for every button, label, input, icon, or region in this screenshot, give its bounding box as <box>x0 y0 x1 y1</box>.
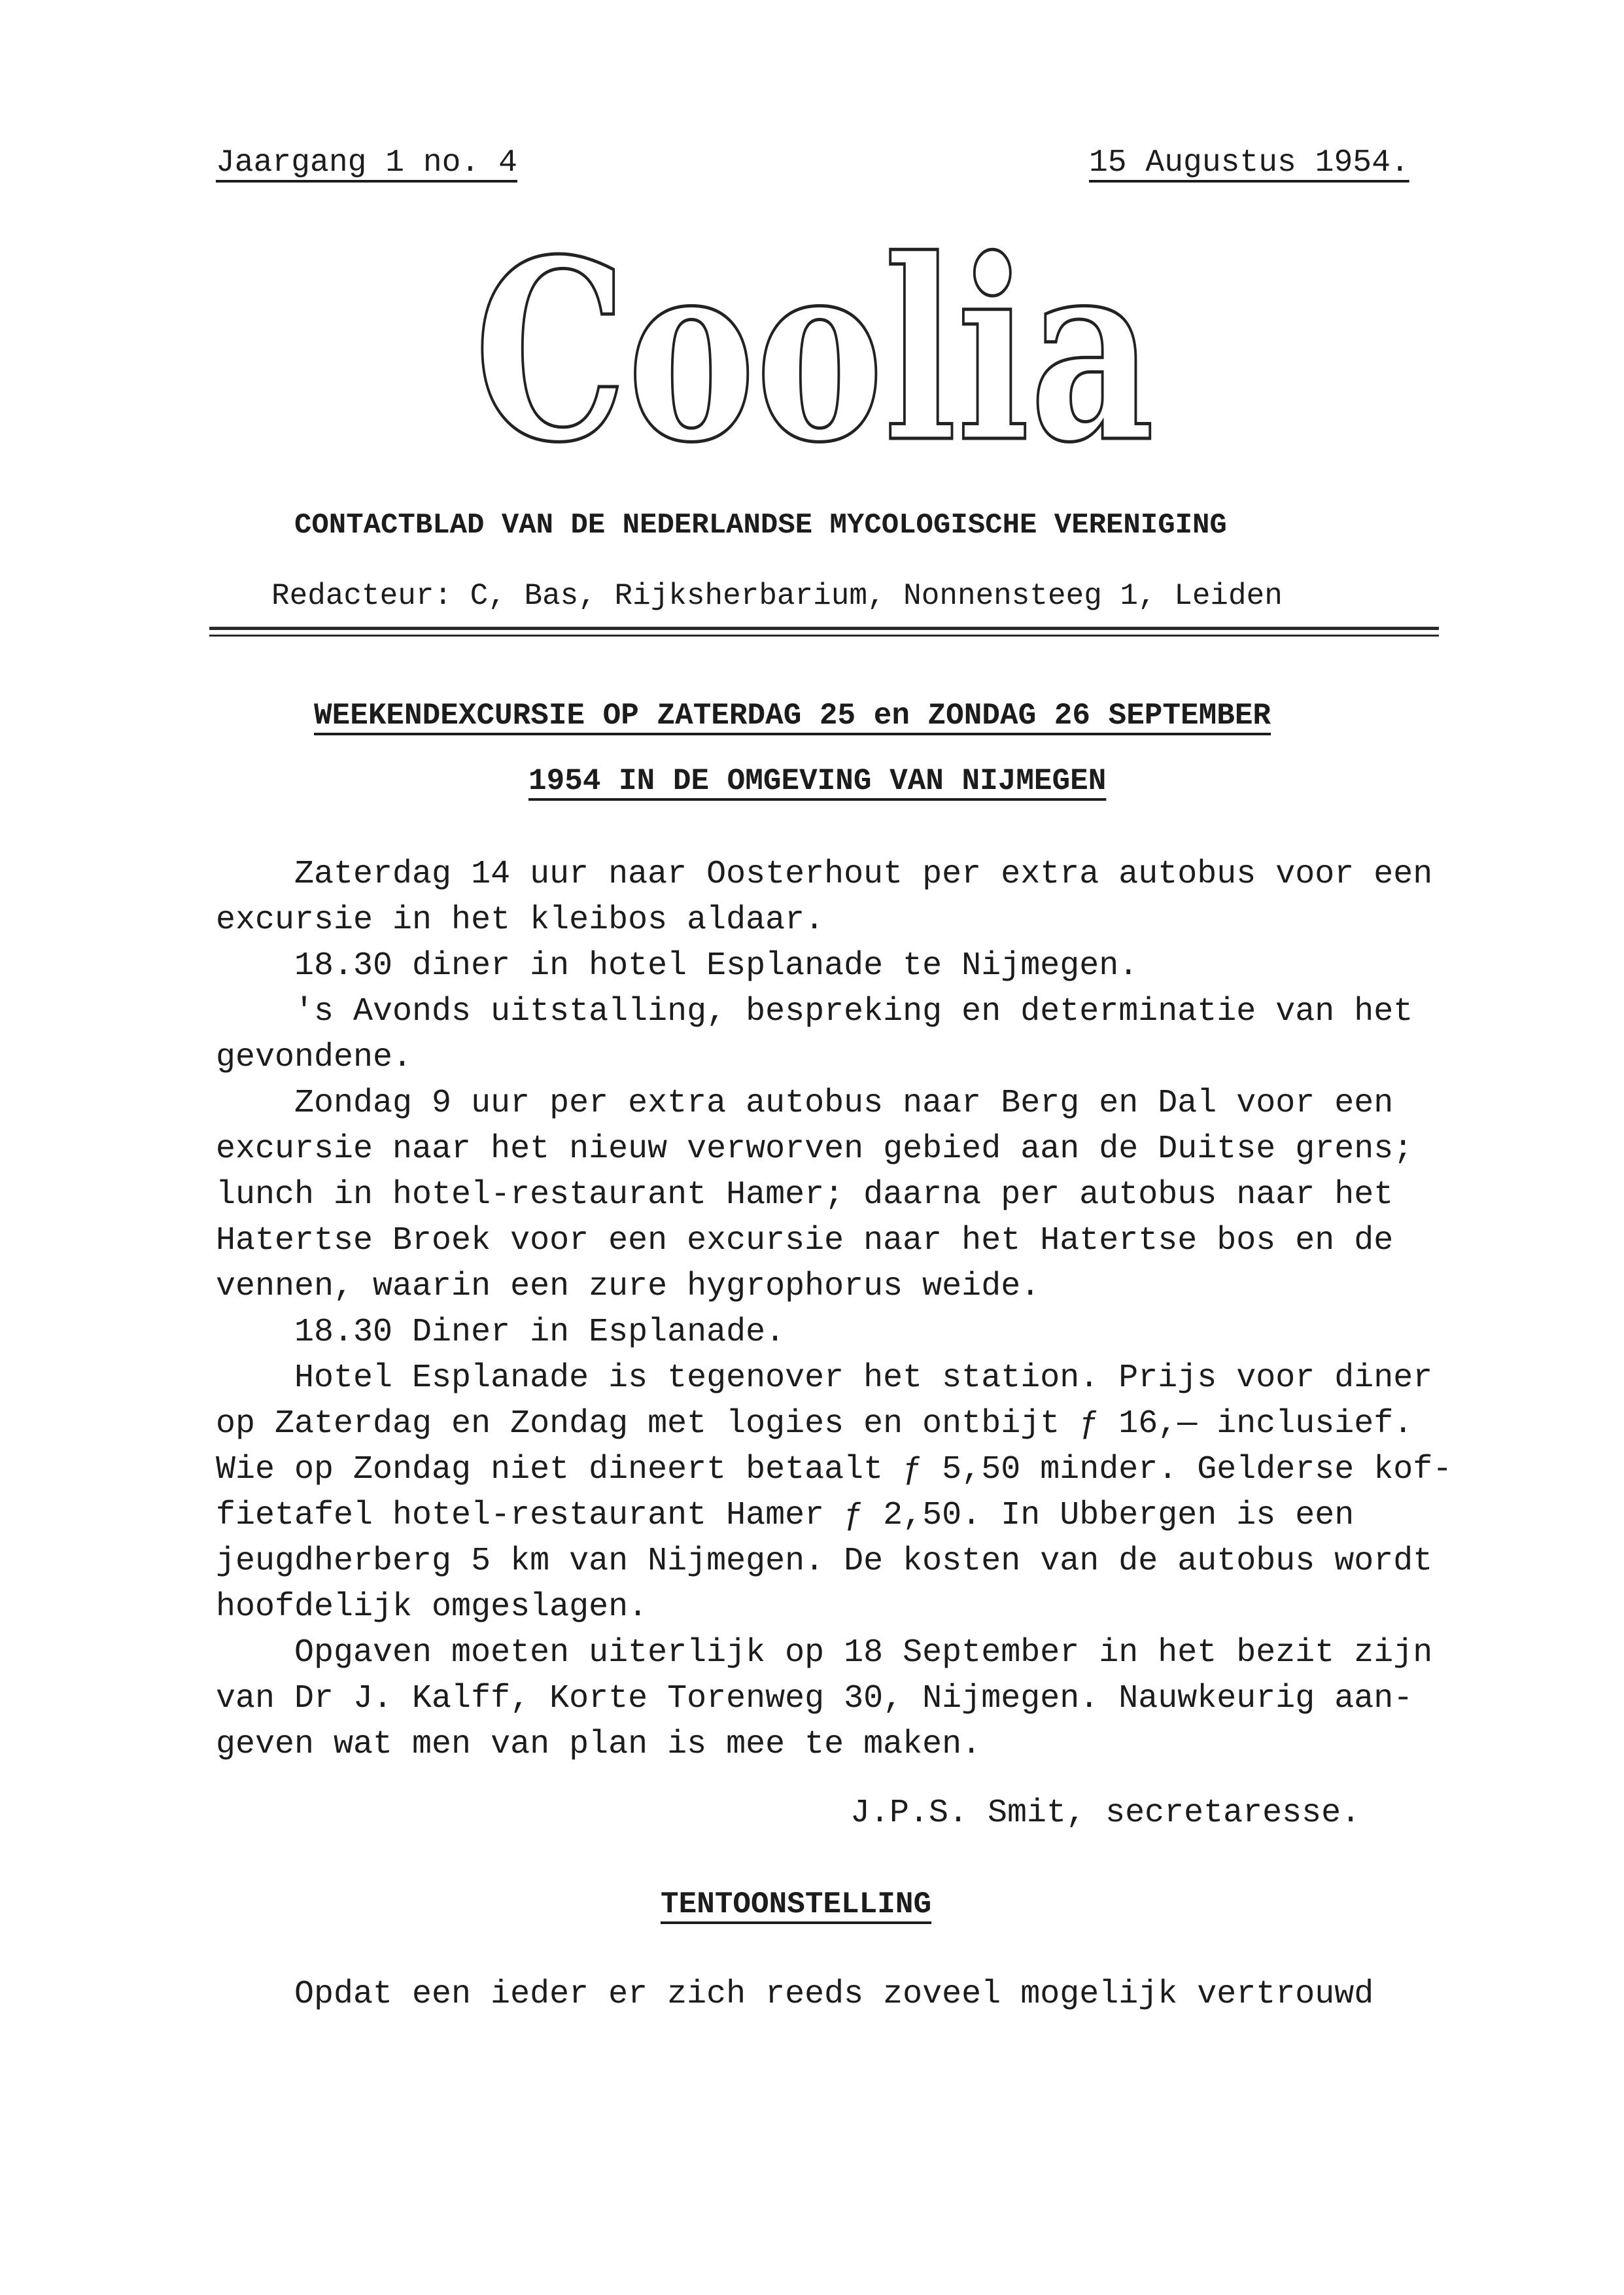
issue-date: 15 Augustus 1954. <box>1089 145 1409 181</box>
body-line: Hotel Esplanade is tegenover het station. Prijs voor diner <box>216 1359 1433 1397</box>
section-title-tentoonstelling: TENTOONSTELLING <box>661 1887 932 1921</box>
body-line: 18.30 diner in hotel Esplanade te Nijmegen. <box>216 947 1139 985</box>
body-line: fietafel hotel-restaurant Hamer ƒ 2,50. In Ubbergen is een <box>216 1497 1355 1534</box>
body-line: Zondag 9 uur per extra autobus naar Berg en Dal voor een <box>216 1085 1394 1122</box>
body-line: lunch in hotel-restaurant Hamer; daarna per autobus naar het <box>216 1176 1394 1214</box>
body-line: gevondene. <box>216 1039 413 1076</box>
body-line: Zaterdag 14 uur naar Oosterhout per extra autobus voor een <box>216 856 1433 893</box>
body-line: geven wat men van plan is mee te maken. <box>216 1726 982 1763</box>
body-line: excursie naar het nieuw verworven gebied aan de Duitse grens; <box>216 1130 1413 1168</box>
body-line: 's Avonds uitstalling, bespreking en determinatie van het <box>216 993 1413 1030</box>
masthead-rule-bottom <box>209 635 1439 637</box>
editor-line: Redacteur: C, Bas, Rijksherbarium, Nonnensteeg 1, Leiden <box>271 579 1283 613</box>
signature: J.P.S. Smit, secretaresse. <box>850 1795 1361 1832</box>
body-line: excursie in het kleibos aldaar. <box>216 902 825 939</box>
body-line: Hatertse Broek voor een excursie naar het Hatertse bos en de <box>216 1222 1394 1259</box>
logo-text: Coolia <box>474 205 1154 497</box>
coolia-logo <box>474 205 1158 497</box>
section2-first-line: Opdat een ieder er zich reeds zoveel mogelijk vertrouwd <box>216 1976 1374 2013</box>
masthead-rule-top <box>209 627 1439 630</box>
subtitle: CONTACTBLAD VAN DE NEDERLANDSE MYCOLOGISCHE VERENIGING <box>294 509 1227 542</box>
body-line: op Zaterdag en Zondag met logies en ontbijt ƒ 16,— inclusief. <box>216 1405 1413 1443</box>
issue-number: Jaargang 1 no. 4 <box>216 145 517 181</box>
body-line: van Dr J. Kalff, Korte Torenweg 30, Nijmegen. Nauwkeurig aan- <box>216 1680 1413 1717</box>
body-line: vennen, waarin een zure hygrophorus weide. <box>216 1268 1041 1305</box>
body-line: 18.30 Diner in Esplanade. <box>216 1314 786 1351</box>
body-line: Opgaven moeten uiterlijk op 18 September in het bezit zijn <box>216 1634 1433 1672</box>
article-title-line1: WEEKENDEXCURSIE OP ZATERDAG 25 en ZONDAG 26 SEPTEMBER <box>314 699 1271 733</box>
body-line: hoofdelijk omgeslagen. <box>216 1588 648 1626</box>
body-line: jeugdherberg 5 km van Nijmegen. De kosten van de autobus wordt <box>216 1543 1433 1580</box>
article-title-line2: 1954 IN DE OMGEVING VAN NIJMEGEN <box>528 764 1107 798</box>
body-line: Wie op Zondag niet dineert betaalt ƒ 5,50 minder. Gelderse kof- <box>216 1451 1453 1488</box>
